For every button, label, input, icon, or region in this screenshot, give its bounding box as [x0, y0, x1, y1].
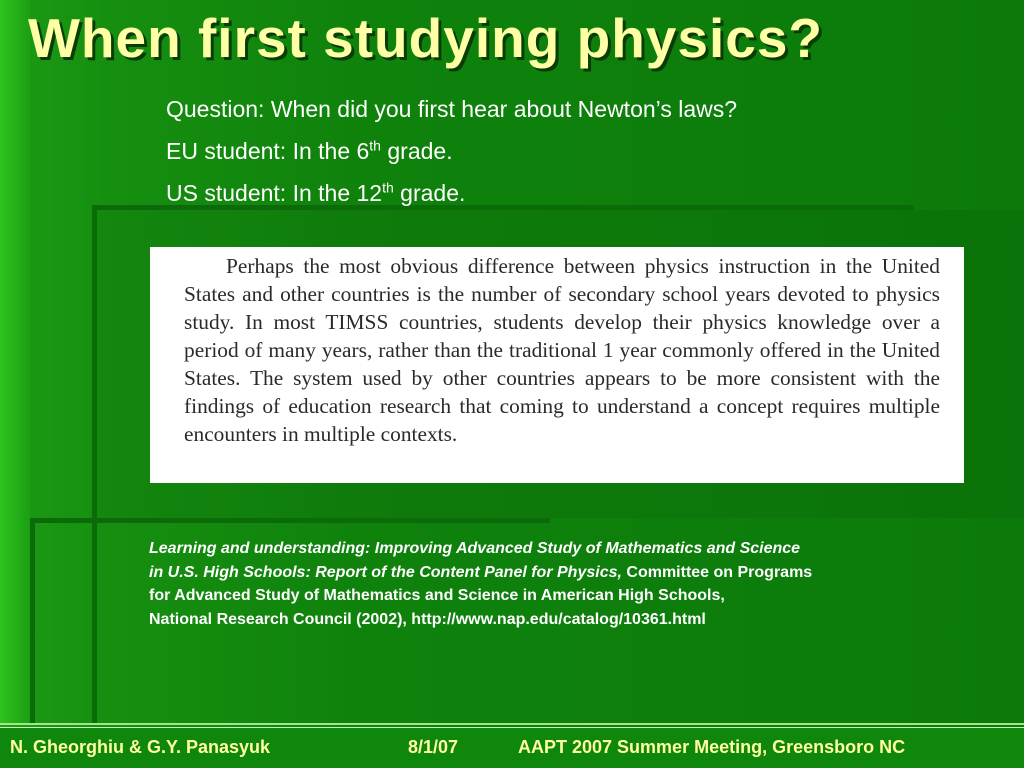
- footer-date: 8/1/07: [408, 737, 459, 757]
- citation-line-1: [149, 537, 979, 561]
- eu-answer-line: [166, 137, 737, 179]
- eu-answer-text: EU student: In the 6: [166, 138, 370, 164]
- quote-text: Perhaps the most obvious difference between physics instruction in the United States and other countries is the number of secondary school years devoted to physics study. In most TIMSS countries, students develop their physics knowledge over a period of many years, rather than the traditional 1 year commonly offered in the United States. The system used by other countries appears to be more consistent with the findings of education research that coming to understand a concept requires multiple encounters in multiple contexts.: [184, 254, 940, 446]
- question-answer-list: [166, 95, 737, 221]
- citation-line-2: [149, 561, 979, 585]
- footer-authors: N. Gheorghiu & G.Y. Panasyuk: [10, 737, 271, 757]
- background-accent-bar: [0, 0, 30, 725]
- citation-title-part-2: in U.S. High Schools: Report of the Content Panel for Physics,: [149, 563, 622, 581]
- citation-publisher-part-1: Committee on Programs: [621, 563, 813, 581]
- us-answer-text: US student: In the 12: [166, 180, 383, 206]
- background-line-lower: [30, 518, 550, 523]
- us-answer-ordinal: th: [382, 179, 394, 196]
- citation-line-4: National Research Council (2002), http://www.nap.edu/catalog/10361.html: [149, 610, 706, 628]
- us-answer-line: [166, 179, 737, 221]
- question-line: [166, 95, 737, 137]
- eu-answer-ordinal: th: [369, 137, 381, 154]
- background-line-lower-left: [30, 518, 35, 723]
- background-line-left: [92, 205, 97, 723]
- citation-line-3: for Advanced Study of Mathematics and Science in American High Schools,: [149, 587, 725, 605]
- footer-divider: [0, 723, 1024, 725]
- citation: [149, 537, 979, 631]
- us-answer-suffix: grade.: [393, 180, 466, 206]
- question-text: Question: When did you first hear about Newton’s laws?: [166, 96, 738, 122]
- slide-title: When first studying physics?: [28, 7, 824, 69]
- footer-event: AAPT 2007 Summer Meeting, Greensboro NC: [518, 737, 906, 757]
- quote-image-box: [150, 247, 964, 483]
- slide-footer: [0, 728, 1024, 768]
- citation-title-part-1: Learning and understanding: Improving Advanced Study of Mathematics and Science: [149, 540, 801, 557]
- eu-answer-suffix: grade.: [380, 138, 453, 164]
